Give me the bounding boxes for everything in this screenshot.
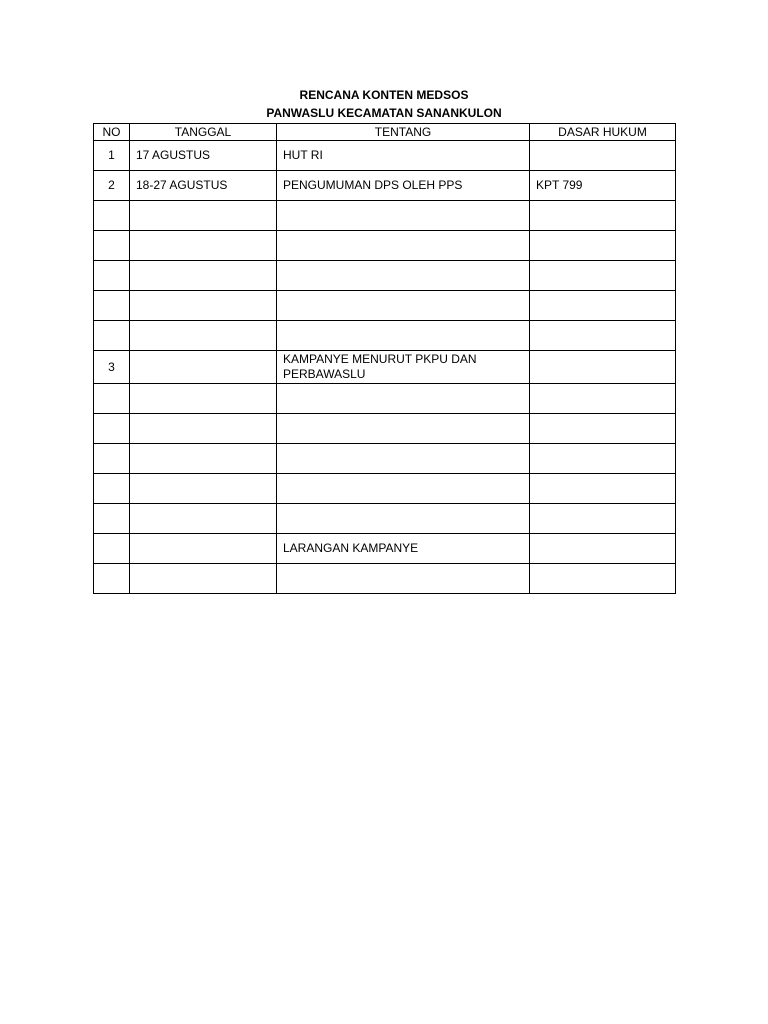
table-row <box>94 321 676 351</box>
cell-tentang <box>277 504 530 534</box>
table-header-row <box>94 124 676 141</box>
cell-tanggal: 18-27 AGUSTUS <box>130 171 277 201</box>
header-tentang: TENTANG <box>277 124 530 141</box>
cell-tentang: LARANGAN KAMPANYE <box>277 534 530 564</box>
cell-tanggal <box>130 351 277 384</box>
cell-tentang: PENGUMUMAN DPS OLEH PPS <box>277 171 530 201</box>
cell-tentang <box>277 444 530 474</box>
cell-no: 1 <box>94 141 130 171</box>
cell-tentang <box>277 291 530 321</box>
cell-dasar-hukum <box>530 384 676 414</box>
table-row <box>94 444 676 474</box>
cell-no <box>94 414 130 444</box>
cell-tentang <box>277 414 530 444</box>
cell-dasar-hukum <box>530 351 676 384</box>
cell-tentang <box>277 231 530 261</box>
cell-tanggal <box>130 474 277 504</box>
cell-tanggal <box>130 384 277 414</box>
cell-dasar-hukum <box>530 564 676 594</box>
table-row <box>94 291 676 321</box>
cell-dasar-hukum <box>530 504 676 534</box>
cell-no <box>94 201 130 231</box>
cell-tanggal <box>130 444 277 474</box>
cell-no <box>94 474 130 504</box>
cell-dasar-hukum <box>530 321 676 351</box>
cell-tanggal <box>130 414 277 444</box>
cell-dasar-hukum <box>530 534 676 564</box>
cell-tentang <box>277 474 530 504</box>
cell-dasar-hukum <box>530 141 676 171</box>
cell-dasar-hukum <box>530 444 676 474</box>
table-row <box>94 474 676 504</box>
table-row <box>94 231 676 261</box>
cell-dasar-hukum <box>530 201 676 231</box>
cell-tentang: KAMPANYE MENURUT PKPU DAN PERBAWASLU <box>277 351 530 384</box>
table-row <box>94 504 676 534</box>
table-row <box>94 141 676 171</box>
header-dasar-hukum: DASAR HUKUM <box>530 124 676 141</box>
cell-tentang <box>277 201 530 231</box>
cell-tanggal <box>130 201 277 231</box>
cell-dasar-hukum: KPT 799 <box>530 171 676 201</box>
cell-dasar-hukum <box>530 231 676 261</box>
cell-no <box>94 231 130 261</box>
cell-tanggal: 17 AGUSTUS <box>130 141 277 171</box>
cell-tanggal <box>130 534 277 564</box>
cell-tentang: HUT RI <box>277 141 530 171</box>
table-row <box>94 171 676 201</box>
cell-no <box>94 321 130 351</box>
cell-tentang <box>277 261 530 291</box>
document-title: RENCANA KONTEN MEDSOS <box>299 88 469 102</box>
cell-tanggal <box>130 261 277 291</box>
table-row <box>94 351 676 384</box>
cell-no <box>94 444 130 474</box>
cell-tanggal <box>130 564 277 594</box>
cell-no <box>94 291 130 321</box>
cell-no <box>94 261 130 291</box>
cell-tentang <box>277 384 530 414</box>
table-row <box>94 414 676 444</box>
table-row <box>94 384 676 414</box>
cell-tentang <box>277 564 530 594</box>
cell-tanggal <box>130 291 277 321</box>
cell-tentang <box>277 321 530 351</box>
content-plan-table <box>93 123 676 594</box>
document-subtitle: PANWASLU KECAMATAN SANANKULON <box>266 106 502 120</box>
header-tanggal: TANGGAL <box>130 124 277 141</box>
cell-dasar-hukum <box>530 414 676 444</box>
cell-no: 2 <box>94 171 130 201</box>
cell-tanggal <box>130 231 277 261</box>
cell-no: 3 <box>94 351 130 384</box>
cell-dasar-hukum <box>530 474 676 504</box>
header-no: NO <box>94 124 130 141</box>
cell-no <box>94 504 130 534</box>
table-row <box>94 201 676 231</box>
cell-dasar-hukum <box>530 291 676 321</box>
cell-tanggal <box>130 321 277 351</box>
cell-tanggal <box>130 504 277 534</box>
cell-dasar-hukum <box>530 261 676 291</box>
cell-no <box>94 534 130 564</box>
table-row <box>94 261 676 291</box>
table-row <box>94 564 676 594</box>
cell-no <box>94 384 130 414</box>
table-row <box>94 534 676 564</box>
cell-no <box>94 564 130 594</box>
